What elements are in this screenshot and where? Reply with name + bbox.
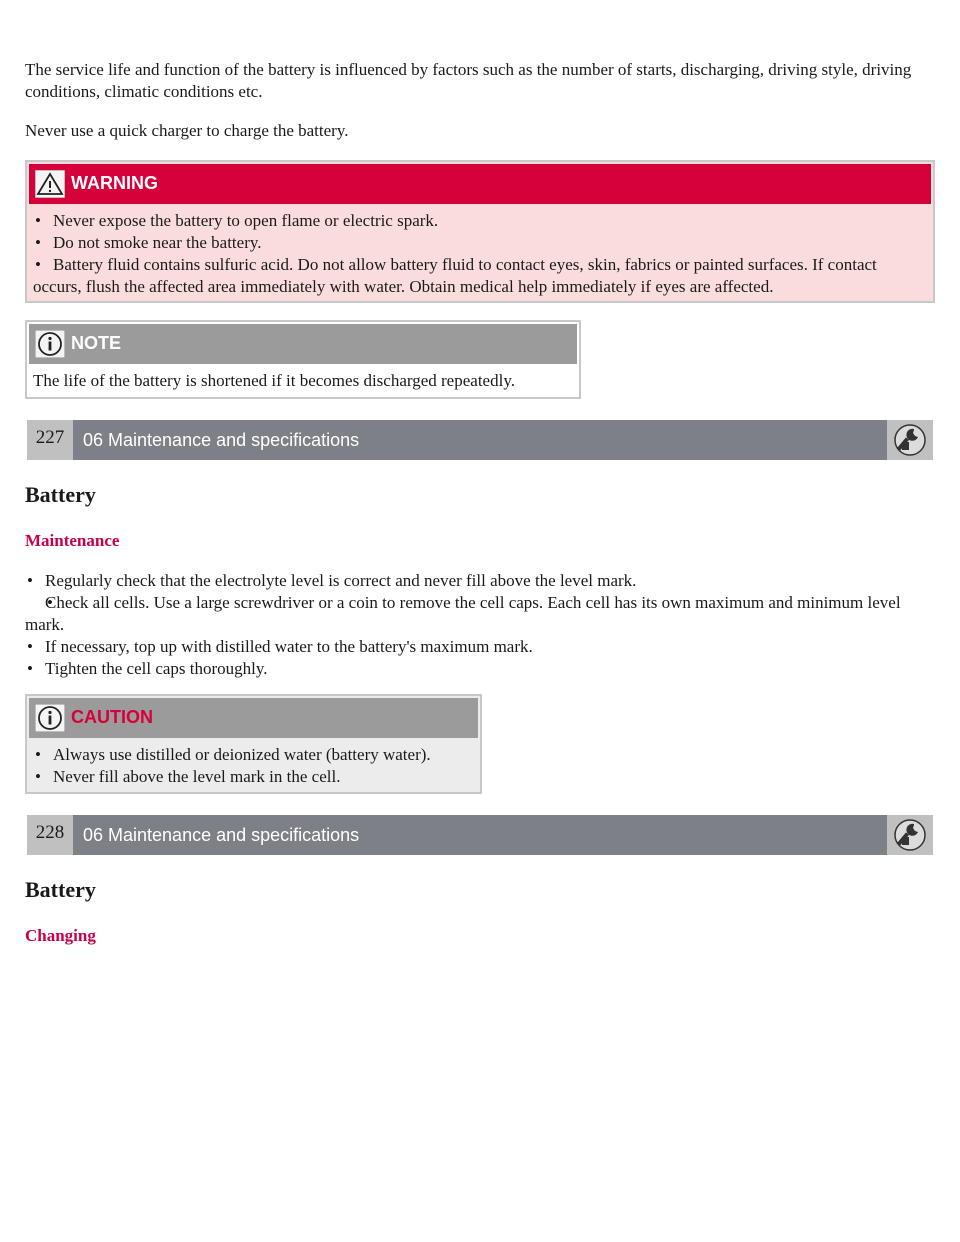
wrench-icon: [887, 420, 933, 460]
list-item: • If necessary, top up with distilled water to the battery's maximum mark.: [25, 636, 925, 658]
wrench-icon: [887, 815, 933, 855]
page-number: 228: [27, 815, 73, 855]
section-heading: Battery: [25, 482, 96, 507]
intro-paragraph: The service life and function of the battery is influenced by factors such as the number of starts, discharging, driving style, driving conditions, climatic conditions etc.: [25, 60, 912, 101]
chapter-title: 06 Maintenance and specifications: [83, 825, 360, 845]
chapter-title: 06 Maintenance and specifications: [83, 430, 360, 450]
page-number: 227: [27, 420, 73, 460]
warning-item: • Never expose the battery to open flame or electric spark.: [33, 210, 927, 232]
note-title: NOTE: [71, 333, 122, 353]
chapter-bar: [27, 420, 933, 460]
caution-box: [25, 694, 482, 794]
section-subheading: Changing: [25, 926, 96, 945]
list-item: • Check all cells. Use a large screwdriver or a coin to remove the cell caps. Each cell has its own maximum and minimum level mark.: [25, 592, 925, 636]
warning-box: [25, 160, 935, 303]
info-icon: [35, 704, 65, 732]
caution-header: [29, 698, 478, 738]
warning-item: • Do not smoke near the battery.: [33, 232, 927, 254]
warning-title: WARNING: [71, 173, 158, 193]
section-subheading: Maintenance: [25, 531, 120, 550]
info-icon: [35, 330, 65, 358]
caution-title: CAUTION: [71, 707, 153, 727]
section-heading: Battery: [25, 877, 96, 902]
warning-item: • Battery fluid contains sulfuric acid. Do not allow battery fluid to contact eyes, skin, fabrics or painted surfaces. If contact occurs, flush the affected area immediately with water. Obtain medical help immediately if eyes are affected.: [33, 254, 927, 298]
list-item: • Tighten the cell caps thoroughly.: [25, 658, 925, 680]
maintenance-list: [25, 570, 925, 680]
warning-header: [29, 164, 931, 204]
note-text: The life of the battery is shortened if it becomes discharged repeatedly.: [33, 371, 515, 390]
caution-item: • Never fill above the level mark in the cell.: [33, 766, 474, 788]
list-item: • Regularly check that the electrolyte level is correct and never fill above the level mark.: [25, 570, 925, 592]
warning-triangle-icon: [35, 170, 65, 198]
note-box: [25, 320, 581, 399]
caution-item: • Always use distilled or deionized water (battery water).: [33, 744, 474, 766]
quick-charger-paragraph: Never use a quick charger to charge the battery.: [25, 121, 349, 140]
chapter-bar: [27, 815, 933, 855]
note-header: [29, 324, 577, 364]
